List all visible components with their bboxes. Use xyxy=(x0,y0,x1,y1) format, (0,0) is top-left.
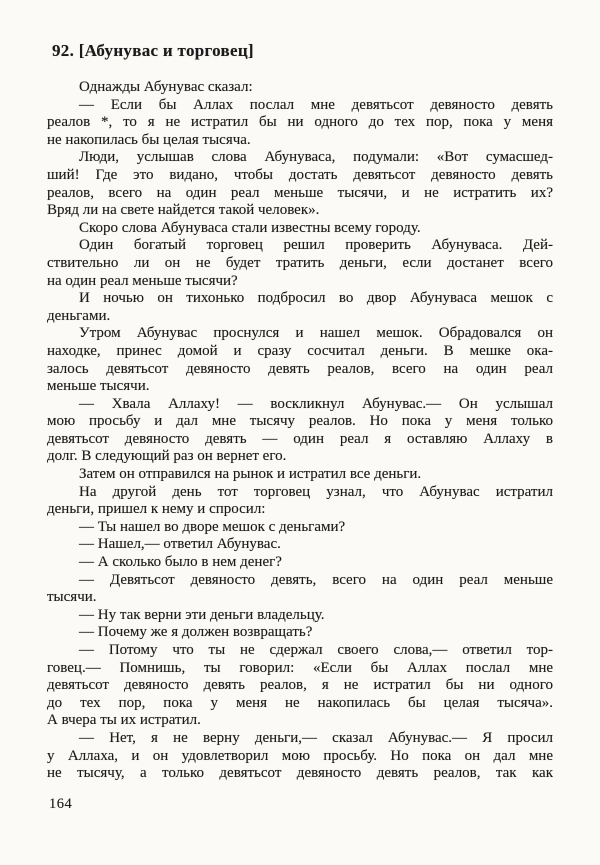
paragraph xyxy=(47,624,553,642)
text-line: не тысячу, а только девятьсот девяносто девять реалов, так как xyxy=(47,765,553,782)
paragraph xyxy=(47,536,553,554)
text-line: — Потому что ты не сдержал своего слова,— ответил тор- xyxy=(79,642,553,658)
paragraph xyxy=(47,325,553,395)
paragraph xyxy=(47,97,553,150)
text-line: деньги, пришел к нему и спросил: xyxy=(47,501,266,518)
text-line: — Нет, я не верну деньги,— сказал Абунувас.— Я просил xyxy=(79,729,553,746)
paragraph xyxy=(47,554,553,572)
text-line: на один реал меньше тысячи? xyxy=(47,272,238,289)
text-line: не накопилась бы целая тысяча. xyxy=(47,131,251,148)
paragraph xyxy=(47,730,553,783)
text-line: у Аллаха, и он удовлетворил мою просьбу. Но пока он дал мне xyxy=(47,747,553,764)
text-line: тысячи. xyxy=(47,589,97,606)
text-line: реалов, всего на один реал меньше тысячи, и не истратить их? xyxy=(47,184,553,201)
text-line: Скоро слова Абунуваса стали известны всему городу. xyxy=(79,219,421,236)
paragraph xyxy=(47,466,553,484)
text-line: Утром Абунувас проснулся и нашел мешок. Обрадовался он xyxy=(79,325,553,342)
text-line: — Нашел,— ответил Абунувас. xyxy=(79,536,281,553)
paragraph xyxy=(47,519,553,537)
text-line: до тех пор, пока у меня не накопилась бы целая тысяча». xyxy=(47,694,553,711)
text-line: девятьсот девяносто девять — один реал я оставляю Аллаху в xyxy=(47,430,553,447)
text-line: находке, принес домой и сразу сосчитал деньги. В мешке ока- xyxy=(47,342,553,359)
paragraph xyxy=(47,237,553,290)
text-line: И ночью он тихонько подбросил во двор Абунуваса мешок с xyxy=(79,290,553,307)
paragraph xyxy=(47,572,553,607)
text-line: — Девятьсот девяносто девять, всего на один реал меньше xyxy=(79,571,553,588)
text-line: Один богатый торговец решил проверить Абунуваса. Дей- xyxy=(79,237,553,254)
paragraph xyxy=(47,220,553,238)
story-title: 92. [Абунувас и торговец] xyxy=(52,41,254,60)
paragraph xyxy=(47,484,553,519)
text-line: девятьсот девяносто девять реалов, я не истратил бы ни одного xyxy=(47,677,553,694)
text-line: — Ты нашел во дворе мешок с деньгами? xyxy=(79,518,346,535)
story-body xyxy=(47,79,553,783)
paragraph xyxy=(47,290,553,325)
text-line: — Ну так верни эти деньги владельцу. xyxy=(79,606,325,623)
text-line: Однажды Абунувас сказал: xyxy=(79,79,253,95)
paragraph xyxy=(47,642,553,730)
text-line: Люди, услышав слова Абунуваса, подумали: «Вот сумасшед- xyxy=(79,149,553,166)
text-line: меньше тысячи. xyxy=(47,378,150,395)
text-line: Затем он отправился на рынок и истратил все деньги. xyxy=(79,466,422,483)
paragraph xyxy=(47,607,553,625)
page-number: 164 xyxy=(49,796,73,812)
text-line: А вчера ты их истратил. xyxy=(47,712,201,729)
text-line: На другой день тот торговец узнал, что Абунувас истратил xyxy=(79,483,553,500)
text-line: — А сколько было в нем денег? xyxy=(79,554,282,571)
text-line: долг. В следующий раз он вернет его. xyxy=(47,448,287,465)
paragraph xyxy=(47,149,553,219)
text-line: Вряд ли на свете найдется такой человек». xyxy=(47,202,320,219)
text-line: — Если бы Аллах послал мне девятьсот девяносто девять xyxy=(79,96,553,113)
text-line: мою просьбу и дал мне тысячу реалов. Но пока у меня только xyxy=(47,413,553,430)
text-line: деньгами. xyxy=(47,307,111,324)
paragraph xyxy=(47,396,553,466)
text-line: реалов *, то я не истратил бы ни одного до тех пор, пока у меня xyxy=(47,114,553,131)
text-line: ший! Где это видано, чтобы достать девятьсот девяносто девять xyxy=(47,166,553,183)
text-line: ствительно ли он не будет тратить деньги, если достанет всего xyxy=(47,254,553,271)
text-line: — Хвала Аллаху! — воскликнул Абунувас.— Он услышал xyxy=(79,395,553,412)
text-line: — Почему же я должен возвращать? xyxy=(79,624,313,641)
text-line: говец.— Помнишь, ты говорил: «Если бы Аллах послал мне xyxy=(47,659,553,676)
text-line: залось девятьсот девяносто девять реалов, всего на один реал xyxy=(47,360,553,377)
paragraph xyxy=(47,79,553,97)
